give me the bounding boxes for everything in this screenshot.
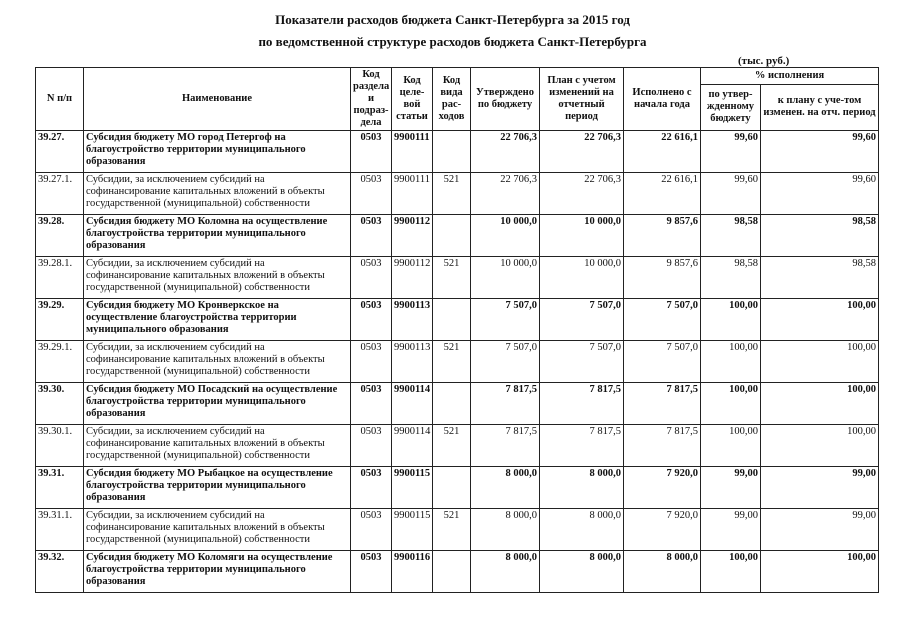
cell-executed: 9 857,6 bbox=[624, 257, 701, 299]
cell-approved: 7 817,5 bbox=[471, 383, 540, 425]
cell-razdel: 0503 bbox=[351, 173, 392, 215]
cell-vid: 521 bbox=[433, 257, 471, 299]
cell-pct-plan: 100,00 bbox=[761, 299, 879, 341]
cell-name: Субсидия бюджету МО Коломяги на осуществление благоустройства территории муниципального образования bbox=[84, 551, 351, 593]
cell-razdel: 0503 bbox=[351, 425, 392, 467]
cell-executed: 8 000,0 bbox=[624, 551, 701, 593]
cell-pct-approved: 100,00 bbox=[701, 383, 761, 425]
cell-razdel: 0503 bbox=[351, 509, 392, 551]
cell-name: Субсидия бюджету МО Кронверкское на осуществление благоустройства территории муниципального образования bbox=[84, 299, 351, 341]
cell-num: 39.27. bbox=[36, 131, 84, 173]
cell-vid: 521 bbox=[433, 509, 471, 551]
cell-razdel: 0503 bbox=[351, 131, 392, 173]
cell-vid: 521 bbox=[433, 341, 471, 383]
cell-pct-approved: 99,00 bbox=[701, 467, 761, 509]
cell-statya: 9900115 bbox=[392, 509, 433, 551]
cell-vid: 521 bbox=[433, 173, 471, 215]
cell-num: 39.29.1. bbox=[36, 341, 84, 383]
cell-plan: 7 817,5 bbox=[540, 425, 624, 467]
cell-executed: 7 920,0 bbox=[624, 467, 701, 509]
cell-plan: 7 817,5 bbox=[540, 383, 624, 425]
table-row bbox=[36, 173, 879, 215]
cell-pct-plan: 100,00 bbox=[761, 551, 879, 593]
cell-name: Субсидия бюджету МО город Петергоф на благоустройство территории муниципального образования bbox=[84, 131, 351, 173]
cell-pct-plan: 99,00 bbox=[761, 509, 879, 551]
cell-pct-approved: 99,60 bbox=[701, 131, 761, 173]
table-row bbox=[36, 131, 879, 173]
cell-statya: 9900116 bbox=[392, 551, 433, 593]
cell-name: Субсидии, за исключением субсидий на софинансирование капитальных вложений в объекты государственной (муниципальной) собственности bbox=[84, 341, 351, 383]
cell-approved: 10 000,0 bbox=[471, 215, 540, 257]
cell-num: 39.31. bbox=[36, 467, 84, 509]
cell-approved: 22 706,3 bbox=[471, 131, 540, 173]
cell-num: 39.32. bbox=[36, 551, 84, 593]
cell-name: Субсидия бюджету МО Посадский на осуществление благоустройства территории муниципального образования bbox=[84, 383, 351, 425]
col-header-pct-approved: по утвер-жденному бюджету bbox=[701, 84, 761, 130]
cell-razdel: 0503 bbox=[351, 257, 392, 299]
table-body bbox=[36, 131, 879, 593]
col-header-pct-plan: к плану с уче-том изменен. на отч. период bbox=[761, 84, 879, 130]
cell-approved: 8 000,0 bbox=[471, 551, 540, 593]
cell-plan: 10 000,0 bbox=[540, 215, 624, 257]
col-header-razdel: Код раздела и подраз-дела bbox=[351, 68, 392, 131]
cell-executed: 22 616,1 bbox=[624, 173, 701, 215]
col-header-num: N п/п bbox=[36, 68, 84, 131]
cell-plan: 10 000,0 bbox=[540, 257, 624, 299]
cell-pct-plan: 99,00 bbox=[761, 467, 879, 509]
cell-plan: 22 706,3 bbox=[540, 173, 624, 215]
page-title: Показатели расходов бюджета Санкт-Петербурга за 2015 год bbox=[275, 12, 630, 27]
cell-name: Субсидии, за исключением субсидий на софинансирование капитальных вложений в объекты государственной (муниципальной) собственности bbox=[84, 425, 351, 467]
cell-razdel: 0503 bbox=[351, 299, 392, 341]
table-row bbox=[36, 509, 879, 551]
table-row bbox=[36, 257, 879, 299]
cell-pct-plan: 99,60 bbox=[761, 131, 879, 173]
cell-vid bbox=[433, 131, 471, 173]
cell-name: Субсидии, за исключением субсидий на софинансирование капитальных вложений в объекты государственной (муниципальной) собственности bbox=[84, 509, 351, 551]
cell-vid: 521 bbox=[433, 425, 471, 467]
col-header-statya: Код целе-вой статьи bbox=[392, 68, 433, 131]
cell-executed: 7 817,5 bbox=[624, 425, 701, 467]
cell-pct-approved: 100,00 bbox=[701, 425, 761, 467]
cell-pct-approved: 99,60 bbox=[701, 173, 761, 215]
cell-num: 39.31.1. bbox=[36, 509, 84, 551]
page-subtitle: по ведомственной структуре расходов бюджета Санкт-Петербурга bbox=[258, 34, 647, 49]
cell-approved: 7 507,0 bbox=[471, 341, 540, 383]
cell-pct-plan: 100,00 bbox=[761, 425, 879, 467]
col-header-name: Наименование bbox=[84, 68, 351, 131]
cell-num: 39.29. bbox=[36, 299, 84, 341]
cell-statya: 9900113 bbox=[392, 341, 433, 383]
cell-plan: 8 000,0 bbox=[540, 551, 624, 593]
cell-pct-plan: 100,00 bbox=[761, 383, 879, 425]
cell-vid bbox=[433, 551, 471, 593]
cell-num: 39.30. bbox=[36, 383, 84, 425]
cell-razdel: 0503 bbox=[351, 383, 392, 425]
cell-num: 39.28. bbox=[36, 215, 84, 257]
table-row bbox=[36, 299, 879, 341]
cell-razdel: 0503 bbox=[351, 467, 392, 509]
table-row bbox=[36, 341, 879, 383]
cell-razdel: 0503 bbox=[351, 215, 392, 257]
cell-approved: 8 000,0 bbox=[471, 467, 540, 509]
cell-name: Субсидия бюджету МО Рыбацкое на осуществление благоустройства территории муниципального образования bbox=[84, 467, 351, 509]
cell-pct-approved: 100,00 bbox=[701, 341, 761, 383]
cell-pct-approved: 100,00 bbox=[701, 299, 761, 341]
cell-razdel: 0503 bbox=[351, 551, 392, 593]
cell-executed: 9 857,6 bbox=[624, 215, 701, 257]
cell-statya: 9900114 bbox=[392, 383, 433, 425]
budget-table bbox=[35, 67, 879, 593]
cell-num: 39.30.1. bbox=[36, 425, 84, 467]
cell-pct-approved: 100,00 bbox=[701, 551, 761, 593]
cell-pct-plan: 98,58 bbox=[761, 215, 879, 257]
cell-executed: 7 507,0 bbox=[624, 341, 701, 383]
cell-name: Субсидии, за исключением субсидий на софинансирование капитальных вложений в объекты государственной (муниципальной) собственности bbox=[84, 173, 351, 215]
table-row bbox=[36, 215, 879, 257]
cell-num: 39.28.1. bbox=[36, 257, 84, 299]
cell-name: Субсидии, за исключением субсидий на софинансирование капитальных вложений в объекты государственной (муниципальной) собственности bbox=[84, 257, 351, 299]
cell-executed: 7 817,5 bbox=[624, 383, 701, 425]
cell-statya: 9900114 bbox=[392, 425, 433, 467]
cell-statya: 9900112 bbox=[392, 215, 433, 257]
cell-vid bbox=[433, 215, 471, 257]
col-header-plan: План с учетом изменений на отчетный период bbox=[540, 68, 624, 131]
cell-pct-approved: 98,58 bbox=[701, 215, 761, 257]
cell-statya: 9900111 bbox=[392, 131, 433, 173]
cell-statya: 9900112 bbox=[392, 257, 433, 299]
cell-approved: 10 000,0 bbox=[471, 257, 540, 299]
cell-num: 39.27.1. bbox=[36, 173, 84, 215]
cell-vid bbox=[433, 299, 471, 341]
table-header bbox=[36, 68, 879, 131]
table-row bbox=[36, 467, 879, 509]
cell-statya: 9900113 bbox=[392, 299, 433, 341]
cell-razdel: 0503 bbox=[351, 341, 392, 383]
cell-pct-plan: 99,60 bbox=[761, 173, 879, 215]
cell-plan: 7 507,0 bbox=[540, 341, 624, 383]
col-header-approved: Утверждено по бюджету bbox=[471, 68, 540, 131]
cell-executed: 22 616,1 bbox=[624, 131, 701, 173]
cell-plan: 8 000,0 bbox=[540, 467, 624, 509]
cell-plan: 8 000,0 bbox=[540, 509, 624, 551]
cell-approved: 7 817,5 bbox=[471, 425, 540, 467]
cell-pct-approved: 99,00 bbox=[701, 509, 761, 551]
table-row bbox=[36, 383, 879, 425]
table-row bbox=[36, 551, 879, 593]
units-label: (тыс. руб.) bbox=[738, 55, 790, 67]
cell-approved: 7 507,0 bbox=[471, 299, 540, 341]
col-header-pct-group: % исполнения bbox=[701, 68, 879, 85]
cell-plan: 22 706,3 bbox=[540, 131, 624, 173]
cell-pct-approved: 98,58 bbox=[701, 257, 761, 299]
cell-pct-plan: 100,00 bbox=[761, 341, 879, 383]
cell-executed: 7 920,0 bbox=[624, 509, 701, 551]
table-row bbox=[36, 425, 879, 467]
col-header-vid: Код вида рас-ходов bbox=[433, 68, 471, 131]
col-header-executed: Исполнено с начала года bbox=[624, 68, 701, 131]
cell-plan: 7 507,0 bbox=[540, 299, 624, 341]
cell-vid bbox=[433, 383, 471, 425]
cell-statya: 9900111 bbox=[392, 173, 433, 215]
cell-approved: 22 706,3 bbox=[471, 173, 540, 215]
cell-executed: 7 507,0 bbox=[624, 299, 701, 341]
cell-statya: 9900115 bbox=[392, 467, 433, 509]
cell-approved: 8 000,0 bbox=[471, 509, 540, 551]
cell-vid bbox=[433, 467, 471, 509]
cell-pct-plan: 98,58 bbox=[761, 257, 879, 299]
cell-name: Субсидия бюджету МО Коломна на осуществление благоустройства территории муниципального образования bbox=[84, 215, 351, 257]
